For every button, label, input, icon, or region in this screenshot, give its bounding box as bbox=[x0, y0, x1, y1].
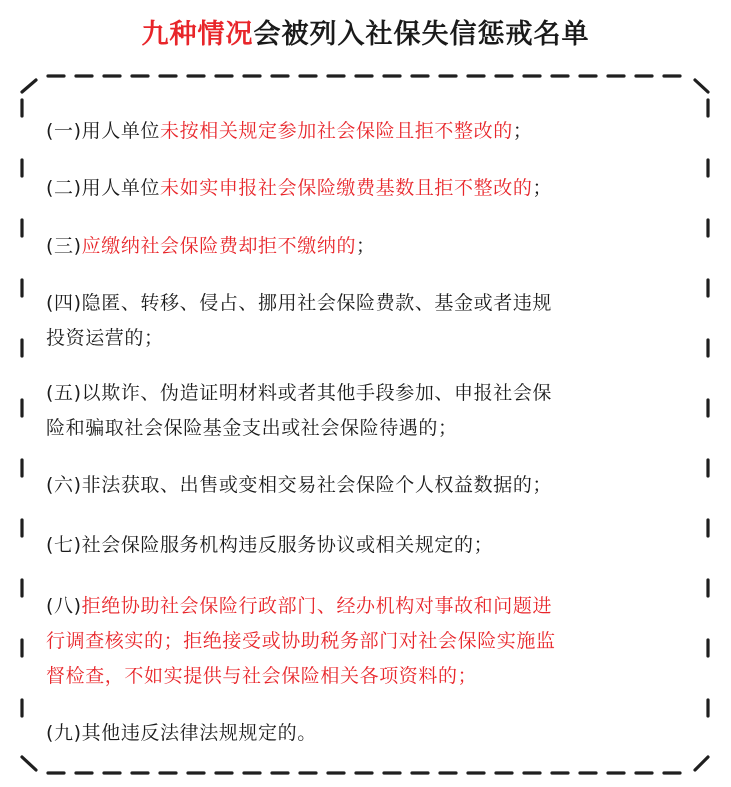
item-suffix: ； bbox=[356, 235, 376, 257]
list-item bbox=[46, 286, 696, 356]
list-item bbox=[46, 229, 696, 264]
item-line: 行调查核实的；拒绝接受或协助税务部门对社会保险实施监 bbox=[46, 630, 556, 652]
item-prefix: (三) bbox=[46, 235, 82, 257]
list-item bbox=[46, 114, 696, 149]
item-prefix: (八) bbox=[46, 595, 82, 617]
item-line: (五)以欺诈、伪造证明材料或者其他手段参加、申报社会保 bbox=[46, 382, 553, 404]
item-prefix: (一)用人单位 bbox=[46, 120, 161, 142]
list-item bbox=[46, 589, 696, 694]
item-line: 督检查，不如实提供与社会保险相关各项资料的； bbox=[46, 665, 478, 687]
item-line: (六)非法获取、出售或变相交易社会保险个人权益数据的； bbox=[46, 474, 553, 496]
title-highlight: 九种情况 bbox=[141, 19, 254, 50]
list-item bbox=[46, 376, 696, 446]
item-highlight: 拒绝协助社会保险行政部门、经办机构对事故和问题进 bbox=[81, 595, 553, 617]
list-item bbox=[46, 171, 696, 206]
title-rest: 会被列入社保失信惩戒名单 bbox=[253, 19, 590, 50]
item-line: (九)其他违反法律法规规定的。 bbox=[46, 722, 317, 744]
list-item bbox=[46, 528, 696, 563]
item-highlight: 未按相关规定参加社会保险且拒不整改的 bbox=[160, 120, 513, 142]
item-line: (七)社会保险服务机构违反服务协议或相关规定的； bbox=[46, 534, 494, 556]
list-item bbox=[46, 716, 696, 751]
list-item bbox=[46, 468, 696, 503]
item-line: 险和骗取社会保险基金支出或社会保险待遇的； bbox=[46, 417, 458, 439]
item-suffix: ； bbox=[532, 177, 553, 199]
item-line: (四)隐匿、转移、侵占、挪用社会保险费款、基金或者违规 bbox=[46, 292, 553, 314]
item-highlight: 应缴纳社会保险费却拒不缴纳的 bbox=[81, 235, 357, 257]
item-line: 投资运营的； bbox=[46, 327, 164, 349]
item-suffix: ； bbox=[512, 120, 533, 142]
item-highlight: 未如实申报社会保险缴费基数且拒不整改的 bbox=[160, 177, 533, 199]
item-prefix: (二)用人单位 bbox=[46, 177, 161, 199]
